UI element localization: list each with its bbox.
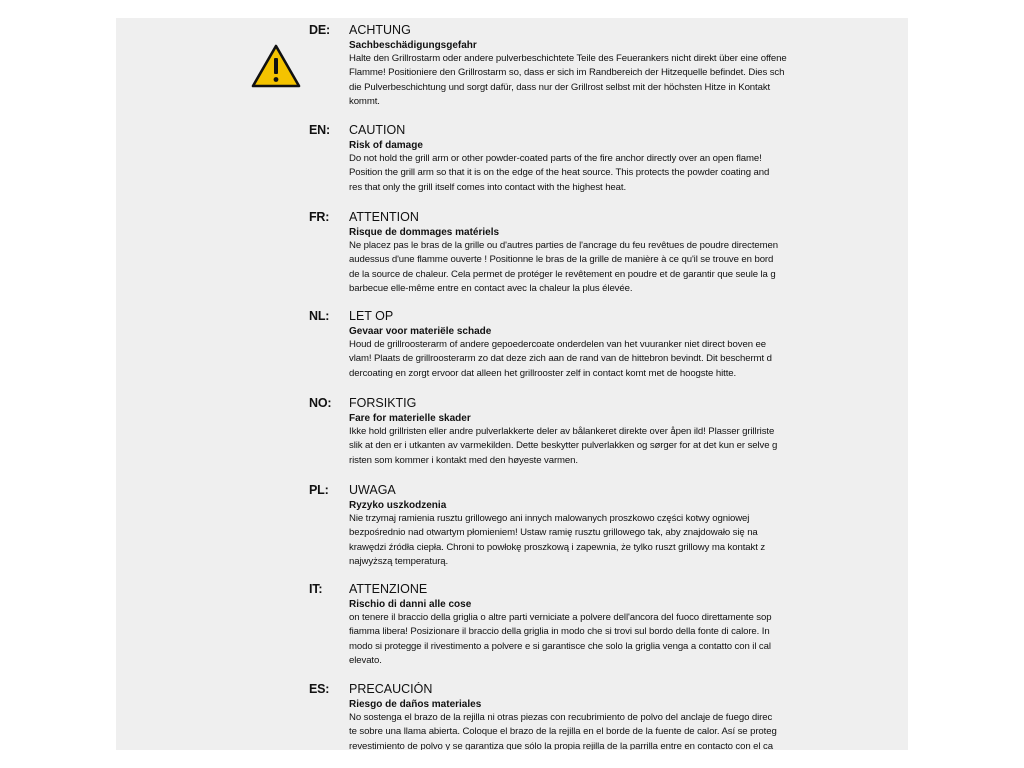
body-text-line: bezpośrednio nad otwartym płomieniem! Ustaw ramię rusztu grillowego tak, aby znajdowało się na <box>349 527 758 539</box>
language-code: DE: <box>309 23 330 37</box>
body-text-line: te sobre una llama abierta. Coloque el brazo de la rejilla en el borde de la fuente de calor. Así se proteg <box>349 726 777 738</box>
body-text-line: kommt. <box>349 96 380 108</box>
language-code: IT: <box>309 582 323 596</box>
document-page <box>116 18 908 750</box>
section-subheading: Risque de dommages matériels <box>349 227 500 238</box>
body-text-line: dercoating en zorgt ervoor dat alleen het grillrooster zelf in contact komt met de hoogste hitte. <box>349 367 737 379</box>
section-subheading: Sachbeschädigungsgefahr <box>349 40 477 51</box>
section-content <box>349 582 807 669</box>
body-text-line: elevato. <box>349 655 382 667</box>
body-text-line: slik at den er i utkanten av varmekilden. Dette beskytter pulverlakken og sørger for at det kun er selve g <box>349 440 778 452</box>
body-text-line: de la source de chaleur. Cela permet de protéger le revêtement en poudre et de garantir que seule la g <box>349 268 776 280</box>
body-text-line: fiamma libera! Posizionare il braccio della griglia in modo che si trovi sul bordo della fonte di calore. In <box>349 626 770 638</box>
section-heading: LET OP <box>349 309 394 323</box>
body-text-line: barbecue elle-même entre en contact avec la chaleur la plus élevée. <box>349 283 633 295</box>
body-text-line: Nie trzymaj ramienia rusztu grillowego ani innych malowanych proszkowo części kotwy ogniowej <box>349 513 750 524</box>
section-heading: PRECAUCIÓN <box>349 682 433 696</box>
body-text-line: najwyższą temperaturą. <box>349 556 449 568</box>
body-text-line: Houd de grillroosterarm of andere gepoedercoate onderdelen van het vuuranker niet direct boven ee <box>349 339 766 350</box>
body-text-line: die Pulverbeschichtung und sorgt dafür, dass nur der Grillrost selbst mit der höchsten Hitze in Kontakt <box>349 81 771 93</box>
language-code: EN: <box>309 123 330 137</box>
body-text-line: modo si protegge il rivestimento a polvere e si garantisce che solo la griglia venga a contatto con il cal <box>349 640 771 652</box>
body-text-line: Halte den Grillrostarm oder andere pulverbeschichtete Teile des Feuerankers nicht direkt über eine offene <box>349 53 787 64</box>
section-heading: UWAGA <box>349 483 396 497</box>
warning-icon <box>251 44 301 88</box>
section-heading: ACHTUNG <box>349 23 411 37</box>
section-subheading: Ryzyko uszkodzenia <box>349 500 447 511</box>
body-text-line: krawędzi źródła ciepła. Chroni to powłokę proszkową i zapewnia, że tylko ruszt grillowy ma kontakt z <box>349 541 766 553</box>
section-subheading: Gevaar voor materiële schade <box>349 326 492 337</box>
section-heading: ATTENZIONE <box>349 582 428 596</box>
body-text-line: vlam! Plaats de grillroosterarm zo dat deze zich aan de rand van de hittebron bevindt. Dit beschermt d <box>349 353 772 365</box>
section-content <box>349 210 807 297</box>
section-content <box>349 682 807 750</box>
section-subheading: Risk of damage <box>349 140 423 151</box>
section-heading: ATTENTION <box>349 210 419 224</box>
body-text-line: revestimiento de polvo y se garantiza que sólo la propia rejilla de la parrilla entre en contacto con el ca <box>349 740 773 750</box>
section-content <box>349 483 807 570</box>
body-text-line: audessus d'une flamme ouverte ! Positionne le bras de la grille de manière à ce qu'il se trouve en bord <box>349 254 774 266</box>
section-content <box>349 23 807 110</box>
section-subheading: Fare for materielle skader <box>349 413 471 424</box>
body-text-line: on tenere il braccio della griglia o altre parti verniciate a polvere dell'ancora del fuoco direttamente sop <box>349 612 772 623</box>
section-content <box>349 123 807 195</box>
section-content <box>349 396 807 468</box>
language-code: ES: <box>309 682 330 696</box>
section-heading: FORSIKTIG <box>349 396 417 410</box>
section-heading: CAUTION <box>349 123 406 137</box>
body-text-line: Ne placez pas le bras de la grille ou d'autres parties de l'ancrage du feu revêtues de poudre directemen <box>349 240 778 251</box>
body-text-line: Ikke hold grillristen eller andre pulverlakkerte deler av bålankeret direkte over åpen ild! Plasser grillriste <box>349 426 775 437</box>
section-content <box>349 309 807 381</box>
section-subheading: Riesgo de daños materiales <box>349 699 482 710</box>
language-code: NL: <box>309 309 330 323</box>
body-text-line: No sostenga el brazo de la rejilla ni otras piezas con recubrimiento de polvo del anclaje de fuego direc <box>349 712 773 723</box>
language-code: PL: <box>309 483 329 497</box>
language-code: NO: <box>309 396 332 410</box>
language-code: FR: <box>309 210 330 224</box>
body-text-line: risten som kommer i kontakt med den høyeste varmen. <box>349 454 578 466</box>
body-text-line: res that only the grill itself comes into contact with the highest heat. <box>349 181 627 193</box>
section-subheading: Rischio di danni alle cose <box>349 599 472 610</box>
body-text-line: Position the grill arm so that it is on the edge of the heat source. This protects the powder coating and <box>349 167 770 179</box>
body-text-line: Do not hold the grill arm or other powder-coated parts of the fire anchor directly over an open flame! <box>349 153 762 164</box>
body-text-line: Flamme! Positioniere den Grillrostarm so, dass er sich im Randbereich der Hitzequelle befindet. Dies sch <box>349 67 785 79</box>
